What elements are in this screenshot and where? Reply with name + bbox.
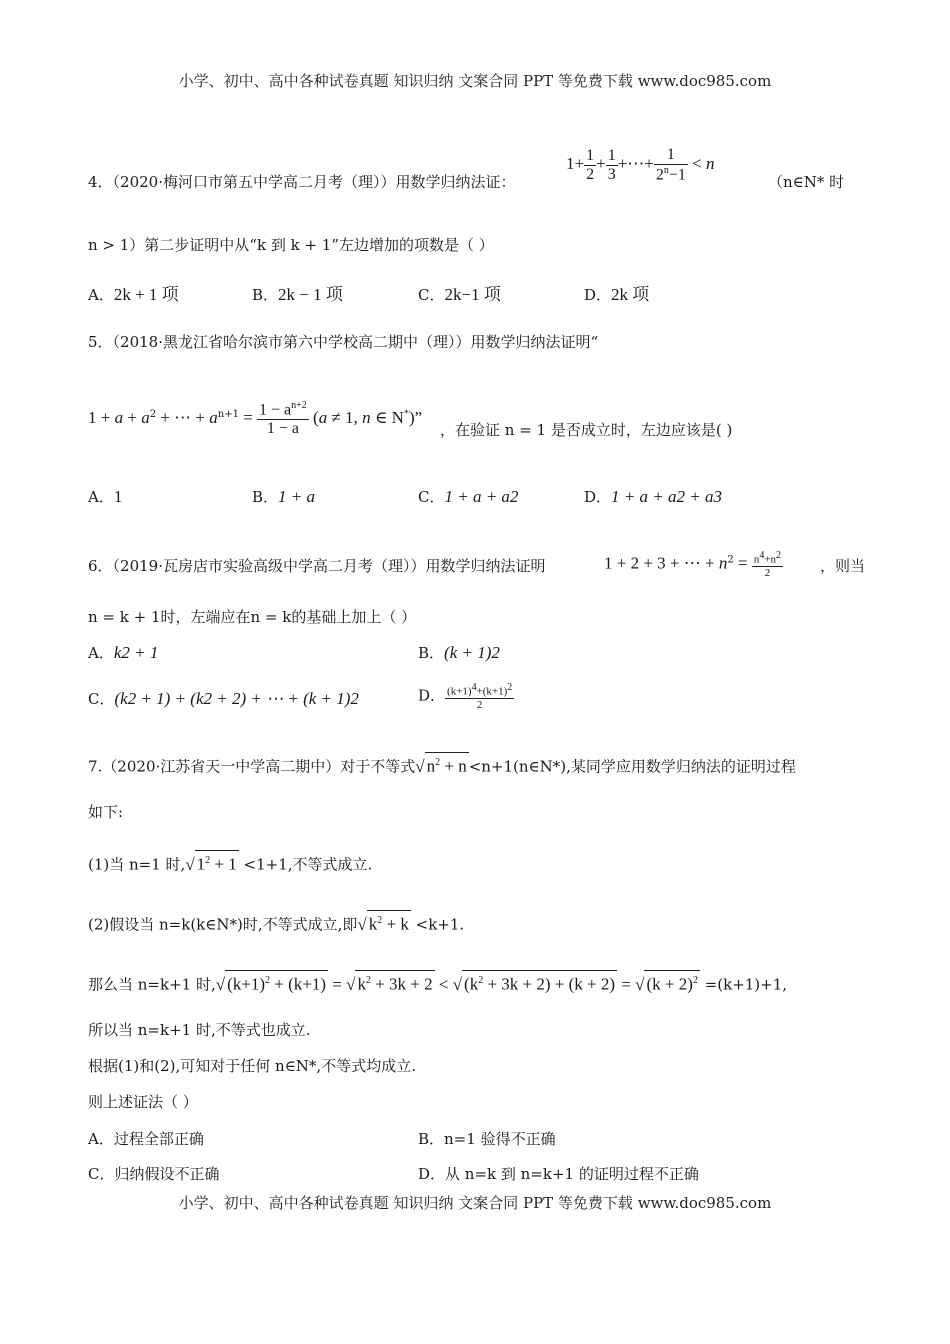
q7-question: 则上述证法（ ） xyxy=(88,1093,198,1111)
q7-option-d[interactable]: D．从 n=k 到 n=k+1 的证明过程不正确 xyxy=(418,1165,699,1183)
q6-option-d[interactable]: D． $\frac{(k+1)^4+(k+1)^2}{2}$ xyxy=(418,682,513,711)
q6-option-b[interactable]: B．(k + 1)2 xyxy=(418,643,500,662)
q5-option-d[interactable]: D．1 + a + a2 + a3 xyxy=(584,487,722,506)
q4-option-c[interactable]: C．2k−1 项 xyxy=(418,285,501,304)
q5-formula: $1 + a + a^2$ + ⋯ + $a^{n+1}$ = $\frac{1 - a^{n+2}}{1 - a}$ (a ≠ 1, n ∈ N*)” xyxy=(88,400,423,438)
q7-step3: 那么当 n=k+1 时,√ $(k+1)^2 + (k+1)$ = √ $k^2 + 3k + 2$ < √ $(k^2 + 3k + 2) + (k + 2)$ = √ $(k + 2)^2 =(k+1)+1$, xyxy=(88,970,787,995)
q4-option-a[interactable]: A．2k + 1 项 xyxy=(88,285,179,304)
q6-option-c[interactable]: C．(k2 + 1) + (k2 + 2) + ⋯ + (k + 1)2 xyxy=(88,689,359,708)
q6-tail: ，则当 xyxy=(820,557,866,575)
q6-line2: n = k + 1时，左端应在n = k的基础上加上（ ） xyxy=(88,608,417,626)
q5-option-b[interactable]: B．1 + a xyxy=(252,487,316,506)
q5-tail: ，在验证 n = 1 是否成立时，左边应该是( ) xyxy=(440,421,733,439)
page-footer: 小学、初中、高中各种试卷真题 知识归纳 文案合同 PPT 等免费下载 www.doc985.com xyxy=(178,1194,772,1212)
q7-step4: 所以当 n=k+1 时,不等式也成立. xyxy=(88,1021,311,1039)
q4-line2: n > 1）第二步证明中从“k 到 k + 1”左边增加的项数是（ ） xyxy=(88,236,494,254)
page-header: 小学、初中、高中各种试卷真题 知识归纳 文案合同 PPT 等免费下载 www.doc985.com xyxy=(178,72,772,90)
q4-option-b[interactable]: B．2k − 1 项 xyxy=(252,285,343,304)
q7-option-b[interactable]: B．n=1 验得不正确 xyxy=(418,1130,556,1148)
q7-step1: (1)当 n=1 时,√ $1^2 + 1 <1+1$,不等式成立. xyxy=(88,850,372,875)
q6-option-a[interactable]: A．k2 + 1 xyxy=(88,643,159,662)
q5-option-c[interactable]: C．1 + a + a2 xyxy=(418,487,519,506)
q5-option-a[interactable]: A．1 xyxy=(88,487,123,506)
q7-line2: 如下: xyxy=(88,803,124,821)
q4-stem: 4．（2020·梅河口市第五中学高二月考（理））用数学归纳法证： xyxy=(88,173,516,191)
q4-formula: 1+ $\frac{1}{2}$ + $\frac{1}{3}$ +⋯+ $\frac{1}{2^n-1}$ < n xyxy=(566,146,715,184)
q7-step5: 根据(1)和(2),可知对于任何 n∈N*,不等式均成立. xyxy=(88,1057,416,1075)
q6-stem: 6．（2019·瓦房店市实验高级中学高二月考（理））用数学归纳法证明 xyxy=(88,557,546,575)
q6-formula: 1 + 2 + 3 + ⋯ + $n^2$ = $\frac{n^4+n^2}{2}$ xyxy=(604,550,782,579)
q7-stem: 7.（2020·江苏省天一中学高二期中）对于不等式√ $n^2 + n$ <n+1(n∈N*),某同学应用数学归纳法的证明过程 xyxy=(88,752,796,777)
q7-option-c[interactable]: C．归纳假设不正确 xyxy=(88,1165,220,1183)
q5-stem: 5．（2018·黑龙江省哈尔滨市第六中学校高二期中（理））用数学归纳法证明“ xyxy=(88,333,599,351)
q7-option-a[interactable]: A．过程全部正确 xyxy=(88,1130,204,1148)
q7-step2: (2)假设当 n=k(k∈N*)时,不等式成立,即√ $k^2 + k <k+1$. xyxy=(88,910,464,935)
q4-condition: （n∈N* 时 xyxy=(768,173,845,191)
q4-option-d[interactable]: D．2k 项 xyxy=(584,285,650,304)
